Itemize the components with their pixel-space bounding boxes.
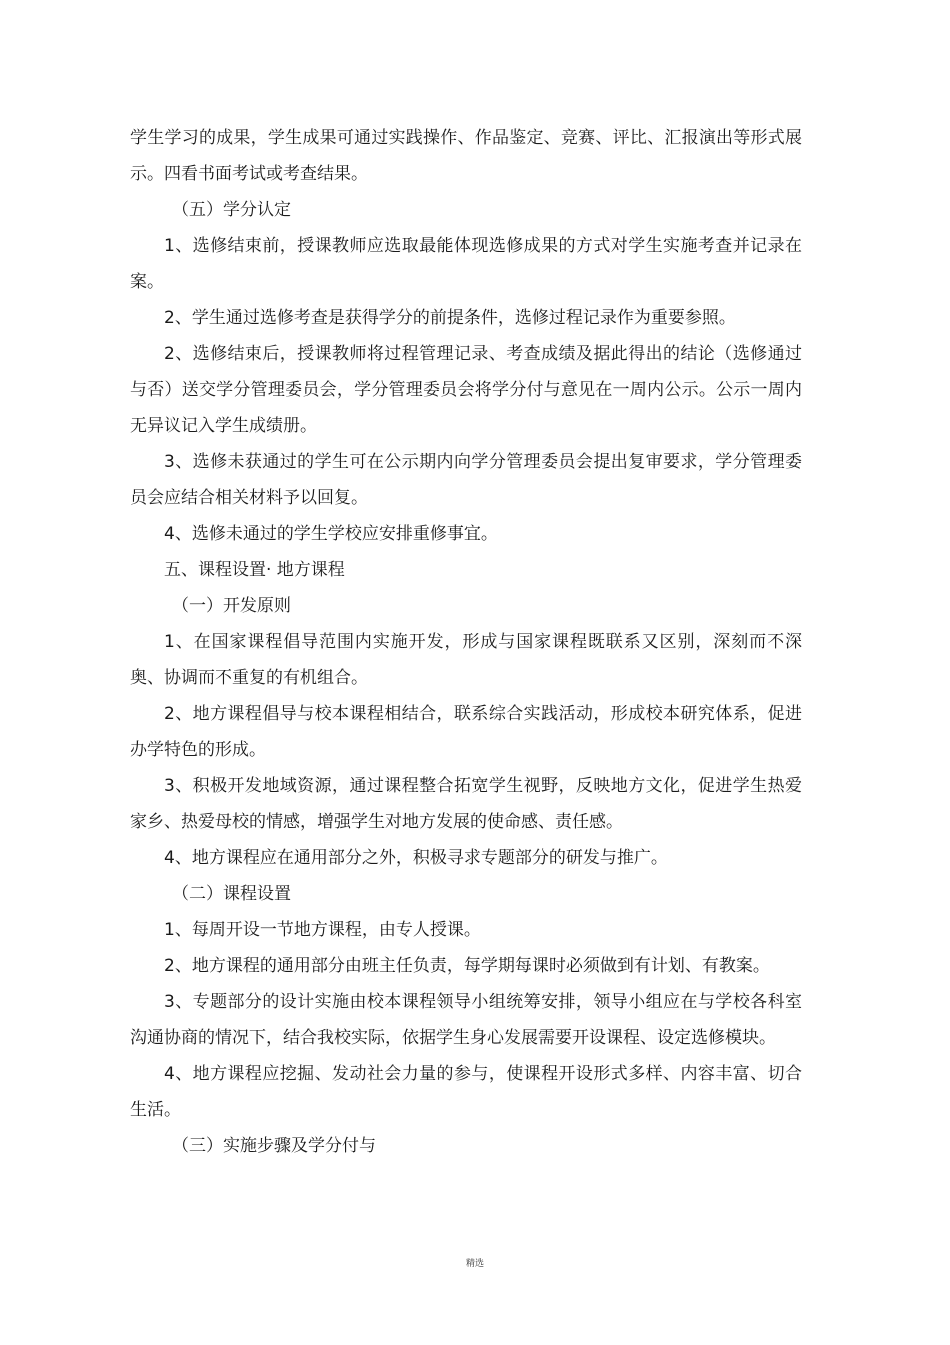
paragraph: 3、专题部分的设计实施由校本课程领导小组统筹安排，领导小组应在与学校各科室沟通协商的情况下，结合我校实际，依据学生身心发展需要开设课程、设定选修模块。 (130, 992, 802, 1048)
paragraph: 3、选修未获通过的学生可在公示期内向学分管理委员会提出复审要求，学分管理委员会应结合相关材料予以回复。 (130, 452, 802, 508)
document-body (130, 120, 802, 1164)
paragraph-continuation: 学生学习的成果，学生成果可通过实践操作、作品鉴定、竞赛、评比、汇报演出等形式展示。四看书面考试或考查结果。 (130, 128, 802, 184)
paragraph: 1、在国家课程倡导范围内实施开发，形成与国家课程既联系又区别，深刻而不深奥、协调而不重复的有机组合。 (130, 632, 802, 688)
page-footer: 精选 (465, 1259, 484, 1269)
paragraph: 2、学生通过选修考查是获得学分的前提条件，选修过程记录作为重要参照。 (164, 308, 736, 328)
paragraph: 1、选修结束前，授课教师应选取最能体现选修成果的方式对学生实施考查并记录在案。 (130, 236, 802, 292)
section-heading-implementation-steps: （三）实施步骤及学分付与 (172, 1136, 376, 1156)
section-heading-course-setup: （二）课程设置 (172, 884, 291, 904)
paragraph: 2、选修结束后，授课教师将过程管理记录、考查成绩及据此得出的结论（选修通过与否）送交学分管理委员会，学分管理委员会将学分付与意见在一周内公示。公示一周内无异议记入学生成绩册。 (130, 344, 802, 436)
paragraph: 2、地方课程的通用部分由班主任负责，每学期每课时必须做到有计划、有教案。 (164, 956, 770, 976)
paragraph: 1、每周开设一节地方课程，由专人授课。 (164, 920, 481, 940)
section-heading-curriculum: 五、课程设置· 地方课程 (164, 560, 345, 580)
section-heading-credit-recognition: （五）学分认定 (172, 200, 291, 220)
paragraph: 4、地方课程应在通用部分之外，积极寻求专题部分的研发与推广。 (164, 848, 668, 868)
section-heading-development-principles: （一）开发原则 (172, 596, 291, 616)
paragraph: 3、积极开发地域资源，通过课程整合拓宽学生视野，反映地方文化，促进学生热爱家乡、热爱母校的情感，增强学生对地方发展的使命感、责任感。 (130, 776, 802, 832)
paragraph: 4、地方课程应挖掘、发动社会力量的参与，使课程开设形式多样、内容丰富、切合生活。 (130, 1064, 802, 1120)
paragraph: 4、选修未通过的学生学校应安排重修事宜。 (164, 524, 498, 544)
paragraph: 2、地方课程倡导与校本课程相结合，联系综合实践活动，形成校本研究体系，促进办学特色的形成。 (130, 704, 802, 760)
